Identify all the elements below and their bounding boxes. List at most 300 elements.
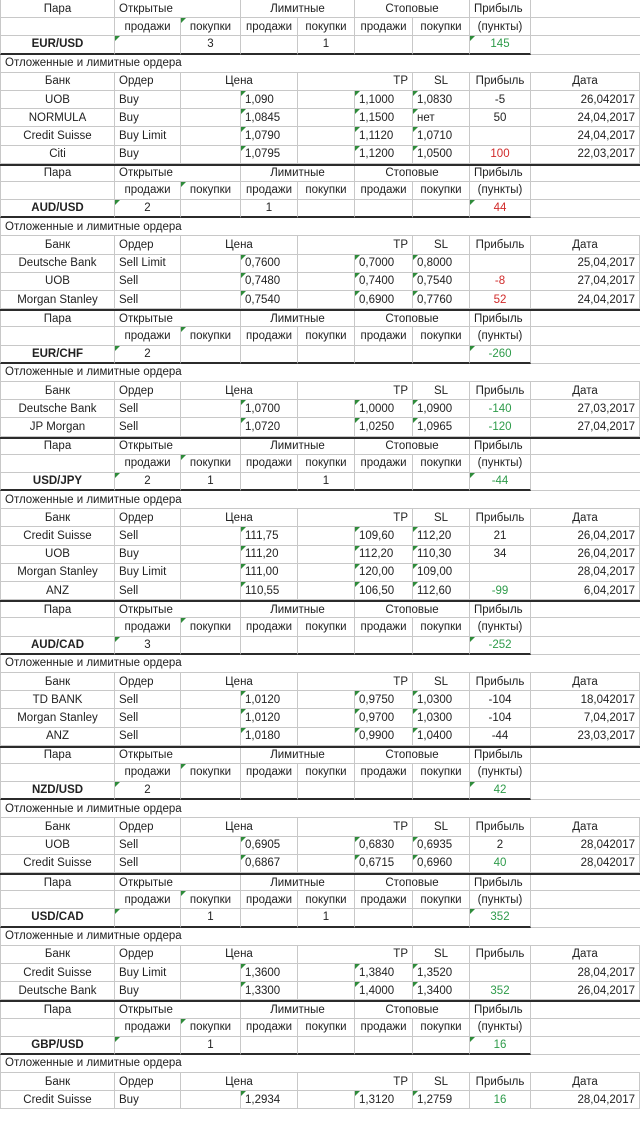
empty-cell[interactable] xyxy=(531,200,640,218)
empty-cell[interactable] xyxy=(181,728,241,746)
order-sl[interactable]: 0,6935 xyxy=(413,837,470,855)
price-header[interactable]: Цена xyxy=(181,673,298,691)
order-date[interactable]: 6,04,2017 xyxy=(531,582,640,600)
open-header[interactable]: Открытые xyxy=(115,439,241,455)
limit-buy-count[interactable]: 1 xyxy=(298,909,355,927)
limit-sell-header[interactable]: продажи xyxy=(241,182,298,200)
stop-buy-count[interactable] xyxy=(413,36,470,54)
order-tp[interactable]: 1,0000 xyxy=(355,400,413,418)
limit-header[interactable]: Лимитные xyxy=(241,439,355,455)
stop-buy-count[interactable] xyxy=(413,200,470,218)
limit-buy-count[interactable] xyxy=(298,637,355,655)
pair-name[interactable]: AUD/USD xyxy=(0,200,115,218)
order-bank[interactable]: ANZ xyxy=(0,728,115,746)
order-sl[interactable]: 0,7760 xyxy=(413,291,470,309)
order-date[interactable]: 28,04,2017 xyxy=(531,964,640,982)
order-bank[interactable]: UOB xyxy=(0,546,115,564)
order-bank[interactable]: Credit Suisse xyxy=(0,964,115,982)
empty-cell[interactable] xyxy=(531,764,640,782)
open-header[interactable]: Открытые xyxy=(115,166,241,182)
empty-cell[interactable] xyxy=(298,400,355,418)
order-sl[interactable]: 109,00 xyxy=(413,564,470,582)
limit-sell-header[interactable]: продажи xyxy=(241,18,298,36)
stop-buy-count[interactable] xyxy=(413,473,470,491)
tp-header[interactable]: TP xyxy=(298,73,413,91)
date-header[interactable]: Дата xyxy=(531,1073,640,1091)
order-date[interactable]: 27,04,2017 xyxy=(531,418,640,436)
open-buy-header[interactable]: покупки xyxy=(181,327,241,345)
order-price[interactable]: 0,7600 xyxy=(241,255,298,273)
order-sl[interactable]: 1,3520 xyxy=(413,964,470,982)
order-profit[interactable] xyxy=(470,127,531,145)
empty-cell[interactable] xyxy=(298,837,355,855)
order-type[interactable]: Buy Limit xyxy=(115,564,181,582)
order-tp[interactable]: 1,1000 xyxy=(355,91,413,109)
limit-buy-header[interactable]: покупки xyxy=(298,764,355,782)
bank-header[interactable]: Банк xyxy=(0,236,115,254)
sl-header[interactable]: SL xyxy=(413,73,470,91)
sl-header[interactable]: SL xyxy=(413,236,470,254)
empty-cell[interactable] xyxy=(298,691,355,709)
open-sell-header[interactable]: продажи xyxy=(115,182,181,200)
order-tp[interactable]: 0,9750 xyxy=(355,691,413,709)
bank-header[interactable]: Банк xyxy=(0,673,115,691)
pair-name[interactable]: EUR/CHF xyxy=(0,346,115,364)
open-buy-header[interactable]: покупки xyxy=(181,455,241,473)
limit-buy-header[interactable]: покупки xyxy=(298,18,355,36)
order-profit[interactable]: -140 xyxy=(470,400,531,418)
order-bank[interactable]: Credit Suisse xyxy=(0,1091,115,1109)
empty-cell[interactable] xyxy=(0,327,115,345)
points-header[interactable]: (пункты) xyxy=(470,1019,531,1037)
profit-header[interactable]: Прибыль xyxy=(470,875,531,891)
empty-cell[interactable] xyxy=(181,418,241,436)
sl-header[interactable]: SL xyxy=(413,382,470,400)
price-header[interactable]: Цена xyxy=(181,818,298,836)
stop-buy-header[interactable]: покупки xyxy=(413,455,470,473)
order-bank[interactable]: TD BANK xyxy=(0,691,115,709)
profit-header[interactable]: Прибыль xyxy=(470,382,531,400)
empty-cell[interactable] xyxy=(181,146,241,164)
order-price[interactable]: 1,0700 xyxy=(241,400,298,418)
empty-cell[interactable] xyxy=(0,18,115,36)
empty-cell[interactable] xyxy=(181,855,241,873)
order-bank[interactable]: ANZ xyxy=(0,582,115,600)
stop-sell-header[interactable]: продажи xyxy=(355,891,413,909)
empty-cell[interactable] xyxy=(531,18,640,36)
empty-cell[interactable] xyxy=(181,91,241,109)
order-price[interactable]: 0,7540 xyxy=(241,291,298,309)
profit-header[interactable]: Прибыль xyxy=(470,602,531,618)
pair-header[interactable]: Пара xyxy=(0,748,115,764)
limit-sell-count[interactable] xyxy=(241,346,298,364)
stop-header[interactable]: Стоповые xyxy=(355,602,470,618)
empty-cell[interactable] xyxy=(531,311,640,327)
empty-cell[interactable] xyxy=(298,273,355,291)
pair-profit[interactable]: 42 xyxy=(470,782,531,800)
empty-cell[interactable] xyxy=(531,327,640,345)
profit-header[interactable]: Прибыль xyxy=(470,673,531,691)
points-header[interactable]: (пункты) xyxy=(470,891,531,909)
order-sl[interactable]: 1,0830 xyxy=(413,91,470,109)
empty-cell[interactable] xyxy=(531,346,640,364)
empty-cell[interactable] xyxy=(0,618,115,636)
order-tp[interactable]: 1,4000 xyxy=(355,982,413,1000)
empty-cell[interactable] xyxy=(531,0,640,18)
profit-header[interactable]: Прибыль xyxy=(470,1002,531,1018)
pair-header[interactable]: Пара xyxy=(0,1002,115,1018)
order-sl[interactable]: 1,0400 xyxy=(413,728,470,746)
order-price[interactable]: 0,6905 xyxy=(241,837,298,855)
open-buy-count[interactable] xyxy=(181,346,241,364)
order-price[interactable]: 111,00 xyxy=(241,564,298,582)
order-header[interactable]: Ордер xyxy=(115,818,181,836)
order-date[interactable]: 26,04,2017 xyxy=(531,982,640,1000)
sl-header[interactable]: SL xyxy=(413,946,470,964)
open-sell-count[interactable] xyxy=(115,1037,181,1055)
empty-cell[interactable] xyxy=(298,418,355,436)
limit-header[interactable]: Лимитные xyxy=(241,602,355,618)
order-tp[interactable]: 109,60 xyxy=(355,527,413,545)
order-type[interactable]: Sell xyxy=(115,709,181,727)
pair-header[interactable]: Пара xyxy=(0,311,115,327)
empty-cell[interactable] xyxy=(181,546,241,564)
empty-cell[interactable] xyxy=(298,982,355,1000)
empty-cell[interactable] xyxy=(298,582,355,600)
order-type[interactable]: Sell xyxy=(115,273,181,291)
stop-buy-header[interactable]: покупки xyxy=(413,1019,470,1037)
order-price[interactable]: 1,3300 xyxy=(241,982,298,1000)
order-type[interactable]: Sell xyxy=(115,855,181,873)
order-sl[interactable]: 1,0300 xyxy=(413,691,470,709)
limit-header[interactable]: Лимитные xyxy=(241,311,355,327)
date-header[interactable]: Дата xyxy=(531,673,640,691)
limit-sell-header[interactable]: продажи xyxy=(241,327,298,345)
order-bank[interactable]: Morgan Stanley xyxy=(0,709,115,727)
order-price[interactable]: 0,7480 xyxy=(241,273,298,291)
empty-cell[interactable] xyxy=(181,964,241,982)
order-date[interactable]: 28,04,2017 xyxy=(531,564,640,582)
stop-sell-header[interactable]: продажи xyxy=(355,1019,413,1037)
stop-buy-header[interactable]: покупки xyxy=(413,764,470,782)
empty-cell[interactable] xyxy=(298,146,355,164)
order-type[interactable]: Buy xyxy=(115,109,181,127)
open-sell-header[interactable]: продажи xyxy=(115,18,181,36)
limit-header[interactable]: Лимитные xyxy=(241,166,355,182)
order-price[interactable]: 1,0120 xyxy=(241,709,298,727)
order-price[interactable]: 1,0720 xyxy=(241,418,298,436)
price-header[interactable]: Цена xyxy=(181,382,298,400)
pair-header[interactable]: Пара xyxy=(0,0,115,18)
empty-cell[interactable] xyxy=(181,582,241,600)
stop-header[interactable]: Стоповые xyxy=(355,875,470,891)
limit-buy-count[interactable] xyxy=(298,782,355,800)
order-profit[interactable]: 21 xyxy=(470,527,531,545)
date-header[interactable]: Дата xyxy=(531,509,640,527)
order-bank[interactable]: Deutsche Bank xyxy=(0,400,115,418)
open-header[interactable]: Открытые xyxy=(115,1002,241,1018)
pair-profit[interactable]: -260 xyxy=(470,346,531,364)
pair-header[interactable]: Пара xyxy=(0,166,115,182)
order-sl[interactable]: 110,30 xyxy=(413,546,470,564)
empty-cell[interactable] xyxy=(0,1019,115,1037)
order-tp[interactable]: 0,6900 xyxy=(355,291,413,309)
open-sell-count[interactable]: 2 xyxy=(115,200,181,218)
order-date[interactable]: 27,03,2017 xyxy=(531,400,640,418)
empty-cell[interactable] xyxy=(0,891,115,909)
empty-cell[interactable] xyxy=(298,855,355,873)
empty-cell[interactable] xyxy=(181,291,241,309)
pair-header[interactable]: Пара xyxy=(0,875,115,891)
order-profit[interactable]: 100 xyxy=(470,146,531,164)
open-sell-header[interactable]: продажи xyxy=(115,455,181,473)
empty-cell[interactable] xyxy=(298,527,355,545)
open-buy-header[interactable]: покупки xyxy=(181,182,241,200)
order-tp[interactable]: 1,3120 xyxy=(355,1091,413,1109)
tp-header[interactable]: TP xyxy=(298,818,413,836)
order-date[interactable]: 26,04,2017 xyxy=(531,527,640,545)
stop-sell-count[interactable] xyxy=(355,782,413,800)
empty-cell[interactable] xyxy=(531,473,640,491)
tp-header[interactable]: TP xyxy=(298,382,413,400)
order-date[interactable]: 24,04,2017 xyxy=(531,291,640,309)
open-sell-count[interactable]: 3 xyxy=(115,637,181,655)
bank-header[interactable]: Банк xyxy=(0,382,115,400)
open-buy-count[interactable]: 1 xyxy=(181,473,241,491)
pair-profit[interactable]: -252 xyxy=(470,637,531,655)
order-tp[interactable]: 106,50 xyxy=(355,582,413,600)
date-header[interactable]: Дата xyxy=(531,946,640,964)
open-buy-header[interactable]: покупки xyxy=(181,764,241,782)
open-buy-count[interactable] xyxy=(181,200,241,218)
bank-header[interactable]: Банк xyxy=(0,946,115,964)
order-profit[interactable]: 50 xyxy=(470,109,531,127)
order-date[interactable]: 28,042017 xyxy=(531,837,640,855)
profit-header[interactable]: Прибыль xyxy=(470,509,531,527)
tp-header[interactable]: TP xyxy=(298,236,413,254)
order-header[interactable]: Ордер xyxy=(115,73,181,91)
order-tp[interactable]: 0,6830 xyxy=(355,837,413,855)
order-profit[interactable]: -5 xyxy=(470,91,531,109)
order-header[interactable]: Ордер xyxy=(115,946,181,964)
order-profit[interactable]: 16 xyxy=(470,1091,531,1109)
empty-cell[interactable] xyxy=(531,182,640,200)
open-sell-header[interactable]: продажи xyxy=(115,327,181,345)
order-header[interactable]: Ордер xyxy=(115,236,181,254)
order-tp[interactable]: 1,1120 xyxy=(355,127,413,145)
open-buy-count[interactable]: 3 xyxy=(181,36,241,54)
open-buy-count[interactable]: 1 xyxy=(181,909,241,927)
limit-buy-header[interactable]: покупки xyxy=(298,1019,355,1037)
stop-sell-count[interactable] xyxy=(355,200,413,218)
price-header[interactable]: Цена xyxy=(181,509,298,527)
limit-sell-header[interactable]: продажи xyxy=(241,891,298,909)
pair-profit[interactable]: 16 xyxy=(470,1037,531,1055)
order-sl[interactable]: 1,0500 xyxy=(413,146,470,164)
profit-header[interactable]: Прибыль xyxy=(470,236,531,254)
limit-sell-header[interactable]: продажи xyxy=(241,764,298,782)
date-header[interactable]: Дата xyxy=(531,818,640,836)
limit-buy-header[interactable]: покупки xyxy=(298,455,355,473)
order-tp[interactable]: 112,20 xyxy=(355,546,413,564)
order-type[interactable]: Sell xyxy=(115,527,181,545)
order-tp[interactable]: 0,9900 xyxy=(355,728,413,746)
order-type[interactable]: Sell xyxy=(115,400,181,418)
order-type[interactable]: Sell xyxy=(115,291,181,309)
order-bank[interactable]: Morgan Stanley xyxy=(0,291,115,309)
order-date[interactable]: 26,042017 xyxy=(531,91,640,109)
order-price[interactable]: 1,2934 xyxy=(241,1091,298,1109)
stop-buy-count[interactable] xyxy=(413,346,470,364)
empty-cell[interactable] xyxy=(181,127,241,145)
limit-sell-header[interactable]: продажи xyxy=(241,1019,298,1037)
stop-sell-count[interactable] xyxy=(355,637,413,655)
order-bank[interactable]: UOB xyxy=(0,91,115,109)
empty-cell[interactable] xyxy=(0,182,115,200)
open-sell-count[interactable] xyxy=(115,909,181,927)
order-sl[interactable]: 0,8000 xyxy=(413,255,470,273)
order-type[interactable]: Buy Limit xyxy=(115,964,181,982)
limit-buy-count[interactable]: 1 xyxy=(298,36,355,54)
stop-buy-header[interactable]: покупки xyxy=(413,182,470,200)
order-tp[interactable]: 1,3840 xyxy=(355,964,413,982)
order-profit[interactable]: 352 xyxy=(470,982,531,1000)
order-price[interactable]: 0,6867 xyxy=(241,855,298,873)
order-type[interactable]: Buy xyxy=(115,91,181,109)
open-header[interactable]: Открытые xyxy=(115,602,241,618)
price-header[interactable]: Цена xyxy=(181,236,298,254)
open-buy-header[interactable]: покупки xyxy=(181,1019,241,1037)
empty-cell[interactable] xyxy=(531,455,640,473)
points-header[interactable]: (пункты) xyxy=(470,18,531,36)
sl-header[interactable]: SL xyxy=(413,509,470,527)
order-sl[interactable]: 1,0300 xyxy=(413,709,470,727)
order-type[interactable]: Sell xyxy=(115,837,181,855)
order-bank[interactable]: Citi xyxy=(0,146,115,164)
bank-header[interactable]: Банк xyxy=(0,818,115,836)
stop-sell-header[interactable]: продажи xyxy=(355,182,413,200)
order-tp[interactable]: 0,9700 xyxy=(355,709,413,727)
order-bank[interactable]: Credit Suisse xyxy=(0,127,115,145)
points-header[interactable]: (пункты) xyxy=(470,455,531,473)
stop-buy-header[interactable]: покупки xyxy=(413,891,470,909)
limit-header[interactable]: Лимитные xyxy=(241,0,355,18)
limit-buy-header[interactable]: покупки xyxy=(298,618,355,636)
date-header[interactable]: Дата xyxy=(531,73,640,91)
order-bank[interactable]: Morgan Stanley xyxy=(0,564,115,582)
order-header[interactable]: Ордер xyxy=(115,509,181,527)
limit-buy-count[interactable] xyxy=(298,346,355,364)
pair-name[interactable]: AUD/CAD xyxy=(0,637,115,655)
order-header[interactable]: Ордер xyxy=(115,1073,181,1091)
sl-header[interactable]: SL xyxy=(413,818,470,836)
open-sell-header[interactable]: продажи xyxy=(115,891,181,909)
date-header[interactable]: Дата xyxy=(531,382,640,400)
order-date[interactable]: 23,03,2017 xyxy=(531,728,640,746)
order-price[interactable]: 1,0795 xyxy=(241,146,298,164)
empty-cell[interactable] xyxy=(181,837,241,855)
empty-cell[interactable] xyxy=(298,127,355,145)
empty-cell[interactable] xyxy=(531,891,640,909)
pair-profit[interactable]: 145 xyxy=(470,36,531,54)
order-tp[interactable]: 0,7000 xyxy=(355,255,413,273)
order-sl[interactable]: 1,0710 xyxy=(413,127,470,145)
order-type[interactable]: Sell Limit xyxy=(115,255,181,273)
order-bank[interactable]: Deutsche Bank xyxy=(0,255,115,273)
empty-cell[interactable] xyxy=(181,527,241,545)
empty-cell[interactable] xyxy=(531,1002,640,1018)
points-header[interactable]: (пункты) xyxy=(470,618,531,636)
open-header[interactable]: Открытые xyxy=(115,311,241,327)
limit-buy-header[interactable]: покупки xyxy=(298,182,355,200)
order-sl[interactable]: 0,6960 xyxy=(413,855,470,873)
empty-cell[interactable] xyxy=(181,273,241,291)
order-sl[interactable]: нет xyxy=(413,109,470,127)
limit-sell-header[interactable]: продажи xyxy=(241,455,298,473)
order-bank[interactable]: Credit Suisse xyxy=(0,855,115,873)
order-type[interactable]: Buy xyxy=(115,546,181,564)
price-header[interactable]: Цена xyxy=(181,73,298,91)
stop-buy-header[interactable]: покупки xyxy=(413,327,470,345)
order-type[interactable]: Sell xyxy=(115,418,181,436)
order-profit[interactable]: 34 xyxy=(470,546,531,564)
empty-cell[interactable] xyxy=(298,1091,355,1109)
empty-cell[interactable] xyxy=(298,546,355,564)
order-price[interactable]: 1,0120 xyxy=(241,691,298,709)
empty-cell[interactable] xyxy=(298,291,355,309)
order-sl[interactable]: 1,0900 xyxy=(413,400,470,418)
order-sl[interactable]: 1,2759 xyxy=(413,1091,470,1109)
order-price[interactable]: 111,20 xyxy=(241,546,298,564)
empty-cell[interactable] xyxy=(181,1091,241,1109)
limit-buy-header[interactable]: покупки xyxy=(298,891,355,909)
empty-cell[interactable] xyxy=(298,728,355,746)
profit-header[interactable]: Прибыль xyxy=(470,0,531,18)
empty-cell[interactable] xyxy=(531,748,640,764)
limit-header[interactable]: Лимитные xyxy=(241,1002,355,1018)
pair-name[interactable]: GBP/USD xyxy=(0,1037,115,1055)
order-price[interactable]: 1,090 xyxy=(241,91,298,109)
open-sell-count[interactable] xyxy=(115,36,181,54)
order-date[interactable]: 22,03,2017 xyxy=(531,146,640,164)
order-price[interactable]: 1,3600 xyxy=(241,964,298,982)
empty-cell[interactable] xyxy=(181,709,241,727)
order-type[interactable]: Sell xyxy=(115,728,181,746)
empty-cell[interactable] xyxy=(531,782,640,800)
order-profit[interactable] xyxy=(470,255,531,273)
order-bank[interactable]: JP Morgan xyxy=(0,418,115,436)
pair-name[interactable]: EUR/USD xyxy=(0,36,115,54)
empty-cell[interactable] xyxy=(531,637,640,655)
stop-sell-header[interactable]: продажи xyxy=(355,764,413,782)
empty-cell[interactable] xyxy=(531,909,640,927)
stop-sell-count[interactable] xyxy=(355,909,413,927)
order-date[interactable]: 28,04,2017 xyxy=(531,1091,640,1109)
order-type[interactable]: Buy Limit xyxy=(115,127,181,145)
stop-buy-header[interactable]: покупки xyxy=(413,18,470,36)
pair-header[interactable]: Пара xyxy=(0,602,115,618)
stop-header[interactable]: Стоповые xyxy=(355,748,470,764)
limit-sell-count[interactable] xyxy=(241,637,298,655)
stop-buy-count[interactable] xyxy=(413,1037,470,1055)
points-header[interactable]: (пункты) xyxy=(470,182,531,200)
order-sl[interactable]: 112,20 xyxy=(413,527,470,545)
pair-name[interactable]: USD/JPY xyxy=(0,473,115,491)
empty-cell[interactable] xyxy=(298,709,355,727)
order-profit[interactable]: 40 xyxy=(470,855,531,873)
profit-header[interactable]: Прибыль xyxy=(470,1073,531,1091)
order-profit[interactable]: -120 xyxy=(470,418,531,436)
